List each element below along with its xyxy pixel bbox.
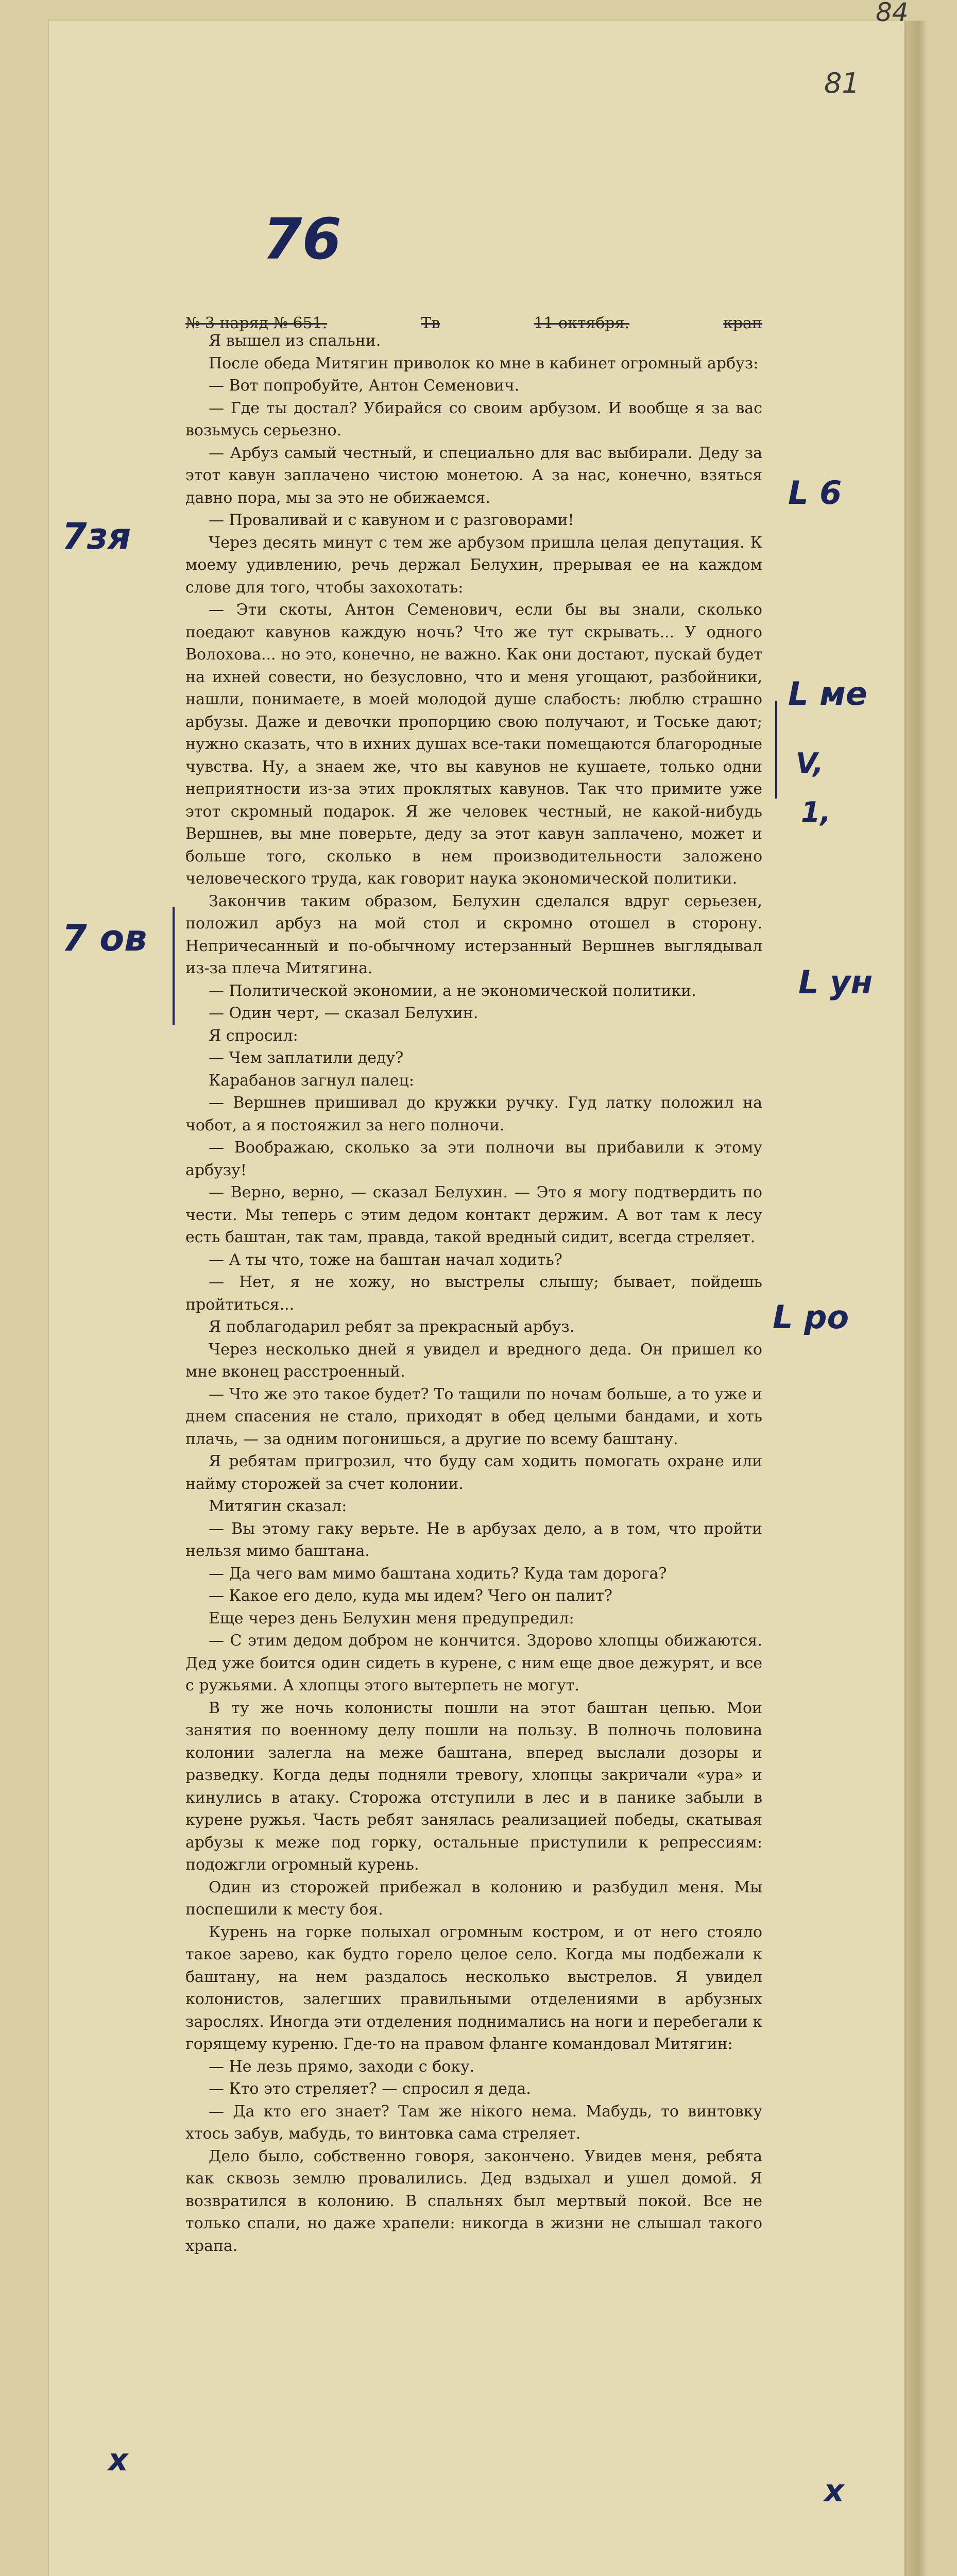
margin-note-v: V, [796, 747, 824, 779]
paragraph: Митягин сказал: [209, 1497, 347, 1515]
margin-note-l6: L 6 [788, 474, 842, 512]
paragraph: Через несколько дней я увидел и вредного деда. Он пришел ко мне вконец расстроенный. [185, 1340, 762, 1381]
paragraph: — Политической экономии, а не экономической политики. [209, 981, 696, 1000]
margin-note-l-me: L ме [788, 675, 867, 713]
paragraph: Через десять минут с тем же арбузом пришла целая депутация. К моему удивлению, речь держал Белухин, прерывая ее на каждом слове для того, чтобы захохотать: [185, 533, 762, 597]
paragraph: — Не лезь прямо, заходи с боку. [209, 2057, 475, 2076]
paragraph: — Вы этому гаку верьте. Не в арбузах дело, а в том, что пройти нельзя мимо баштана. [185, 1519, 762, 1560]
edit-bracket [173, 907, 175, 1025]
paragraph: Курень на горке полыхал огромным костром, и от него стояло такое зарево, как будто горело целое село. Когда мы подбежали к баштану, на нем раздалось несколько выстрелов. Я увидел колонистов, залегших правильными отделениями в арбузных зарослях. Иногда эти отделения поднимались на ноги и перебегали к горящему куреню. Где-то на правом фланге командовал Митягин: [185, 1923, 762, 2053]
header-mid: Тв [421, 314, 440, 332]
body-text [185, 330, 762, 2257]
paragraph: — Чем заплатили деду? [209, 1049, 404, 1067]
paragraph: — Верно, верно, — сказал Белухин. — Это я могу подтвердить по чести. Мы теперь с этим дедом контакт держим. А вот там к лесу есть баштан, так там, правда, такой вредный сидит, всегда стреляет. [185, 1183, 762, 1246]
paragraph: — Кто это стреляет? — спросил я деда. [209, 2080, 531, 2098]
paragraph: — Проваливай и с кавуном и с разговорами! [209, 511, 574, 529]
paragraph: Я спросил: [209, 1026, 298, 1045]
paragraph: Карабанов загнул палец: [209, 1071, 414, 1090]
margin-note-l-ro: L ро [773, 1298, 849, 1336]
margin-note-1: 1, [801, 796, 831, 828]
paragraph: — Нет, я не хожу, но выстрелы слышу; бывает, пойдешь пройтиться... [185, 1273, 762, 1314]
paragraph: Я ребятам пригрозил, что буду сам ходить помогать охране или найму сторожей за счет колонии. [185, 1452, 762, 1493]
paragraph: Дело было, собственно говоря, закончено. Увидев меня, ребята как сквозь землю провалились. Дед вздыхал и ушел домой. Я возвратился в колонию. В спальнях был мертвый покой. Все не только спали, но даже храпели: никогда в жизни не слышал такого храпа. [185, 2147, 762, 2255]
header-left: № 3 наряд № 651. [185, 314, 328, 332]
paragraph: Еще через день Белухин меня предупредил: [209, 1609, 574, 1628]
sheet-number-alt: 81 [824, 67, 860, 99]
paragraph: — Да кто его знает? Там же нікого нема. Мабудь, то винтовку хтось забув, мабудь, то винтовка сама стреляет. [185, 2102, 762, 2143]
paragraph: В ту же ночь колонисты пошли на этот баштан цепью. Мои занятия по военному делу пошли на пользу. В полночь половина колонии залегла на меже баштана, вперед выслали дозоры и разведку. Когда деды подняли тревогу, хлопцы закричали «ура» и кинулись в атаку. Сторожа отступили в лес и в панике забыли в курене ружья. Часть ребят занялась реализацией победы, скатывая арбузы к меже под горку, остальные приступили к репрессиям: подожгли огромный курень. [185, 1699, 762, 1874]
page-edge [907, 21, 927, 2576]
paragraph: После обеда Митягин приволок ко мне в кабинет огромный арбуз: [209, 354, 759, 372]
paragraph: — Где ты достал? Убирайся со своим арбузом. И вообще я за вас возьмусь серьезно. [185, 399, 762, 439]
edit-bracket [775, 701, 777, 799]
paragraph: Я вышел из спальни. [209, 332, 381, 350]
sheet-number: 84 [876, 0, 909, 27]
paragraph: — Да чего вам мимо баштана ходить? Куда там дорога? [209, 1564, 667, 1583]
paragraph: Я поблагодарил ребят за прекрасный арбуз. [209, 1318, 575, 1336]
paragraph: — Эти скоты, Антон Семенович, если бы вы знали, сколько поедают кавунов каждую ночь? Что же тут скрывать... У одного Волохова... но это, конечно, не важно. Как они достают, пускай будет на ихней совести, но безусловно, что и меня угощают, разбойники, нашли, понимаете, в моей молодой душе слабость: люблю страшно арбузы. Даже и девочки пропорцию свою получают, и Тоське дают; нужно сказать, что в ихних душах все-таки помещаются благородные чувства. Ну, а знаем же, что вы кавунов не кушаете, только одни неприятности из-за этих проклятых кавунов. Так что примите уже этот скромный подарок. Я же человек честный, не какой-нибудь Вершнев, вы мне поверьте, деду за этот кавун заплачено, может и больше того, сколько в нем производительности заложено человеческого труда, как говорит наука экономической политики. [185, 601, 762, 888]
header-end: крап [723, 314, 762, 332]
paragraph: — Что же это такое будет? То тащили по ночам больше, а то уже и днем спасения не стало, приходят в обед целыми бандами, и хоть плачь, — за одним погонишься, а другие по всему баштану. [185, 1385, 762, 1448]
page-mark: 76 [263, 206, 342, 272]
paragraph: — Один черт, — сказал Белухин. [209, 1004, 478, 1022]
paragraph: — А ты что, тоже на баштан начал ходить? [209, 1250, 562, 1269]
paragraph: — Арбуз самый честный, и специально для вас выбирали. Деду за этот кавун заплачено чистою монетою. А за нас, конечно, взяться давно пора, мы за это не обижаемся. [185, 444, 762, 507]
paragraph: — Воображаю, сколько за эти полночи вы прибавили к этому арбузу! [185, 1139, 762, 1179]
margin-note-l-un: L ун [798, 963, 873, 1001]
header-right: 11 октября. [534, 314, 630, 332]
paragraph: Один из сторожей прибежал в колонию и разбудил меня. Мы поспешили к месту боя. [185, 1878, 762, 1919]
margin-note-x-left: x [108, 2442, 128, 2478]
paragraph: Закончив таким образом, Белухин сделался вдруг серьезен, положил арбуз на мой стол и скромно отошел в сторону. Непричесанный и по-обычному истерзанный Вершнев выглядывал из-за плеча Митягина. [185, 892, 762, 977]
paragraph: — Вершнев пришивал до кружки ручку. Гуд латку положил на чобот, а я постояжил за него полночи. [185, 1094, 762, 1134]
paragraph: — Какое его дело, куда мы идем? Чего он палит? [209, 1587, 612, 1605]
margin-note-7ov: 7 ов [62, 917, 147, 959]
paragraph: — Вот попробуйте, Антон Семенович. [209, 377, 520, 395]
paragraph: — С этим дедом добром не кончится. Здорово хлопцы обижаются. Дед уже боится один сидеть в курене, с ним еще двое дежурят, и все с ружьями. А хлопцы этого вытерпеть не могут. [185, 1632, 762, 1694]
margin-note-7zya: 7зя [62, 515, 131, 557]
margin-note-x-right: x [824, 2473, 844, 2509]
